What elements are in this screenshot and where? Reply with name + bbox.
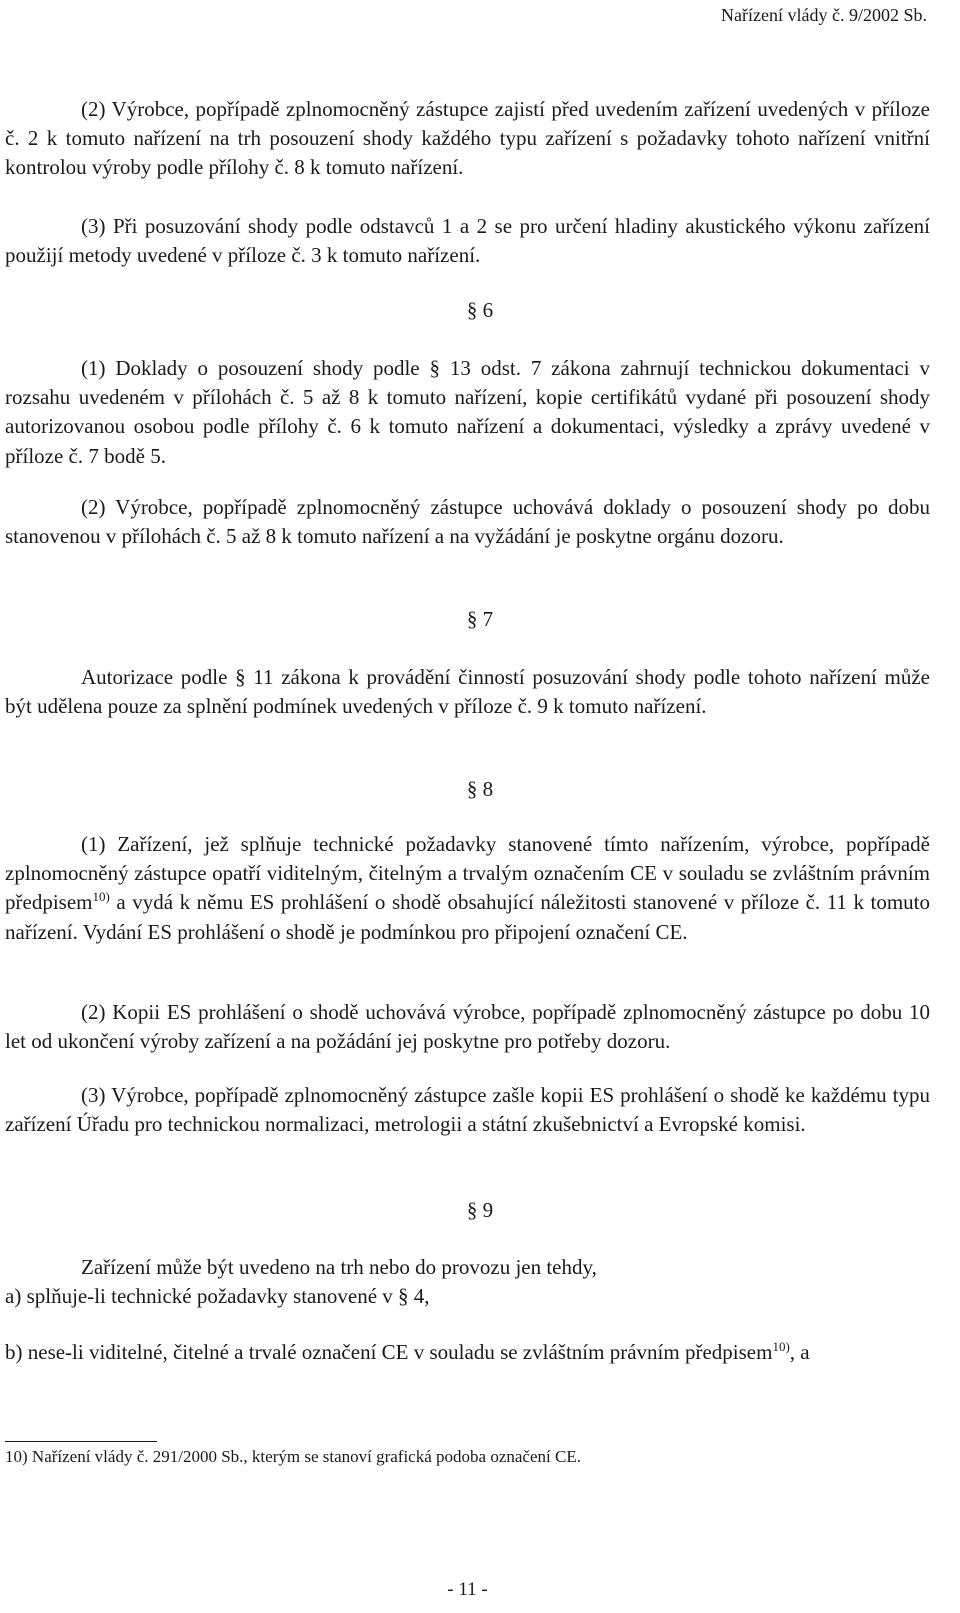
paragraph-6-1: (1) Doklady o posouzení shody podle § 13 odst. 7 zákona zahrnují technickou dokumentaci v rozsahu uvedeném v přílohách č. 5 až 8 k tomuto nařízení, kopie certifikátů vydané při posouzení shody autorizovanou osobou podle přílohy č. 6 k tomuto nařízení a dokumentaci, výsledky a zprávy uvedené v příloze č. 7 bodě 5. bbox=[5, 356, 930, 468]
paragraph-9-b bbox=[5, 1338, 930, 1367]
section-heading-9: § 9 bbox=[466, 1198, 494, 1222]
paragraph-9-b-text: b) nese-li viditelné, čitelné a trvalé označení CE v souladu se zvláštním právním předpisem bbox=[5, 1340, 773, 1364]
paragraph-8-1-text: (1) Zařízení, jež splňuje technické požadavky stanovené tímto nařízením, výrobce, popřípadě zplnomocněný zástupce opatří viditelným, čitelným a trvalým označením CE v souladu se zvláštním právním předpisem bbox=[5, 832, 930, 915]
footnote-10: 10) Nařízení vlády č. 291/2000 Sb., kterým se stanoví grafická podoba označení CE. bbox=[5, 1447, 581, 1466]
footnote-separator bbox=[5, 1441, 157, 1442]
paragraph-6-2: (2) Výrobce, popřípadě zplnomocněný zástupce uchovává doklady o posouzení shody po dobu stanovenou v přílohách č. 5 až 8 k tomuto nařízení a na vyžádání je poskytne orgánu dozoru. bbox=[5, 495, 930, 549]
footnote-ref-10: 10) bbox=[92, 889, 110, 905]
paragraph-9-intro: Zařízení může být uvedeno na trh nebo do provozu jen tehdy, bbox=[81, 1255, 597, 1279]
paragraph-8-3: (3) Výrobce, popřípadě zplnomocněný zástupce zašle kopii ES prohlášení o shodě ke každému typu zařízení Úřadu pro technickou normalizaci, metrologii a státní zkušebnictví a Evropské komisi. bbox=[5, 1083, 930, 1137]
paragraph-5-3: (3) Při posuzování shody podle odstavců 1 a 2 se pro určení hladiny akustického výkonu zařízení použijí metody uvedené v příloze č. 3 k tomuto nařízení. bbox=[5, 214, 930, 268]
section-heading-6: § 6 bbox=[466, 298, 494, 322]
section-heading-8: § 8 bbox=[466, 777, 494, 801]
paragraph-7: Autorizace podle § 11 zákona k provádění činností posuzování shody podle tohoto nařízení může být udělena pouze za splnění podmínek uvedených v příloze č. 9 k tomuto nařízení. bbox=[5, 665, 930, 719]
paragraph-9-a: a) splňuje-li technické požadavky stanovené v § 4, bbox=[5, 1284, 430, 1308]
paragraph-8-1 bbox=[5, 830, 930, 947]
paragraph-8-1-text-cont: a vydá k němu ES prohlášení o shodě obsahující náležitosti stanovené v příloze č. 11 k tomuto nařízení. Vydání ES prohlášení o shodě je podmínkou pro připojení označení CE. bbox=[5, 890, 931, 944]
paragraph-5-2: (2) Výrobce, popřípadě zplnomocněný zástupce zajistí před uvedením zařízení uvedených v příloze č. 2 k tomuto nařízení na trh posouzení shody každého typu zařízení s požadavky tohoto nařízení vnitřní kontrolou výroby podle přílohy č. 8 k tomuto nařízení. bbox=[5, 97, 930, 180]
footnote-ref-10-b: 10) bbox=[772, 1339, 790, 1354]
section-heading-7: § 7 bbox=[466, 607, 494, 631]
running-header: Nařízení vlády č. 9/2002 Sb. bbox=[721, 5, 927, 25]
paragraph-9-b-tail: , a bbox=[789, 1340, 810, 1364]
page-number: - 11 - bbox=[447, 1579, 488, 1600]
paragraph-8-2: (2) Kopii ES prohlášení o shodě uchovává výrobce, popřípadě zplnomocněný zástupce po dobu 10 let od ukončení výroby zařízení a na požádání jej poskytne pro potřeby dozoru. bbox=[5, 1000, 930, 1054]
